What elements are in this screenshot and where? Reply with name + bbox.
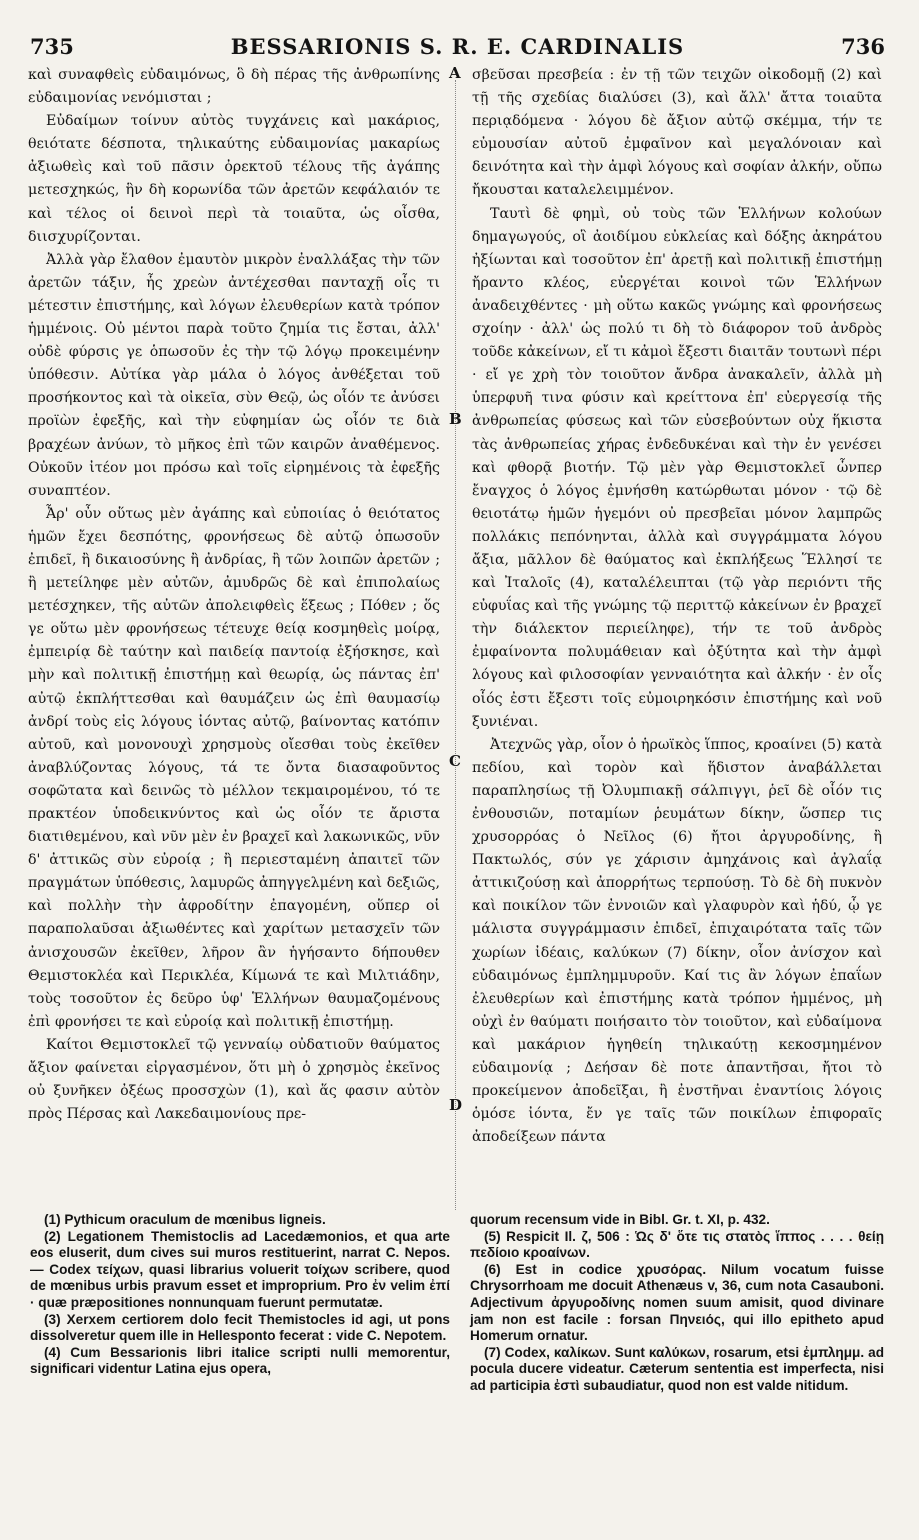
footnote-5: (5) Respicit Il. ζ, 506 : Ὡς δ' ὅτε τις στατὸς ἵππος . . . . θείῃ πεδίοιο κροαίνων. — [470, 1228, 884, 1261]
footnote-4-continued: quorum recensum vide in Bibl. Gr. t. XI, p. 432. — [470, 1212, 770, 1227]
left-paragraph-2: Εὐδαίμων τοίνυν αὐτὸς τυγχάνεις καὶ μακάριος, θειότατε δέσποτα, τηλικαύτης εὐδαιμονίας μακαρίως ἀξιωθεὶς καὶ τοῦ πᾶσιν ὀρεκτοῦ τέλους τῆς ἀγάπης μετεσχηκώς, ἣν δὴ κορωνίδα τῶν ἀρετῶν κεφάλαιόν τε καὶ τέλος οἱ δεινοὶ περὶ τὰ τοιαῦτα, ὡς οἶσθα, διισχυρίζονται. — [28, 113, 440, 245]
left-text-column — [28, 64, 440, 1126]
column-divider — [455, 80, 456, 1210]
section-marker-a: A — [449, 64, 461, 82]
right-text-column — [472, 64, 882, 1149]
page-header — [30, 34, 885, 60]
left-paragraph-3: Ἀλλὰ γὰρ ἔλαθον ἐμαυτὸν μικρὸν ἐναλλάξας τὴν τῶν ἀρετῶν τάξιν, ἧς χρεὼν ἀντέχεσθαι πανταχῇ οἷς τι μέτεστιν ἐπιστήμης, καὶ λόγων ἐλευθερίων κατὰ τρόπον ἡμμένοις. Οὐ μέντοι παρὰ τοῦτο ζημία τις ἔσται, ἀλλ' οὐδὲ φύρσις γε ὁπωσοῦν ἐς τὴν τῷ λόγῳ προκειμένην ὑπόθεσιν. Αὐτίκα γὰρ μάλα ὁ λόγος ἀνθέξεται τοῦ προσήκοντος καὶ τὰ οἰκεῖα, σὺν Θεῷ, ὡς οἷόν τε ἀνύσει προϊὼν ἐφεξῆς, καὶ τὴν εὐφημίαν ὡς οἷόν τε διὰ βραχέων ἀνύων, τὸ μῆκος ἐπὶ τῶν καιρῶν ἀναθέμενος. Οὐκοῦν ἰτέον μοι πρόσω καὶ τοῖς εἰρημένοις τὰ ἐφεξῆς συναπτέον. — [28, 251, 440, 499]
left-paragraph-5: Καίτοι Θεμιστοκλεῖ τῷ γενναίῳ οὐδατιοῦν θαύματος ἄξιον φαίνεται εἰργασμένον, ὅτι μὴ ὁ χρησμὸς ἐκεῖνος οὐ ξυνῆκεν ὀξέως προσσχὼν (1), καὶ ἅς φασιν αὐτὸν πρὸς Πέρσας καὶ Λακεδαιμονίους πρε- — [28, 1036, 440, 1123]
footnote-6: (6) Est in codice χρυσόρας. Nilum vocatum fuisse Chrysorrhoam me docuit Athenæus v, 36, cum nota Casauboni. Adjectivum ἀργυροδίνης nomen suum amisit, quod divinare jam non est facile : forsan Πηνειός, qui illo epitheto apud Homerum ornatur. — [470, 1261, 884, 1344]
left-paragraph-1: καὶ συναφθεὶς εὐδαιμόνως, ὃ δὴ πέρας τῆς ἀνθρωπίνης εὐδαιμονίας νενόμισται ; — [28, 67, 440, 107]
running-title: BESSARIONIS S. R. E. CARDINALIS — [230, 34, 685, 59]
left-page-number: 735 — [30, 34, 74, 59]
section-marker-c: C — [449, 752, 461, 770]
right-paragraph-1: σβεῦσαι πρεσβεία : ἐν τῇ τῶν τειχῶν οἰκοδομῇ (2) καὶ τῇ τῆς σχεδίας διαλύσει (3), καὶ ἄλλ' ἄττα τοιαῦτα περιᾳδόμενα · λόγου δὲ ἄξιον αὐτῷ σκέμμα, τήν τε εὐμουσίαν αὐτοῦ ἐμφαῖνον καὶ μεγαλόνοιαν καὶ δεινότητα καὶ τὴν ἀμφὶ λόγους καὶ σοφίαν ἀλκήν, οὔπω ἤκουσται καταλελειμμένον. — [472, 67, 882, 199]
left-footnotes — [30, 1212, 450, 1378]
footnote-1: (1) Pythicum oraculum de mœnibus ligneis. — [44, 1212, 326, 1227]
section-marker-b: B — [449, 410, 462, 428]
footnote-4: (4) Cum Bessarionis libri italice scripti nulli memorentur, significari videntur Latina ejus opera, — [30, 1344, 450, 1377]
right-paragraph-3: Ἀτεχνῶς γὰρ, οἷον ὁ ἡρωϊκὸς ἵππος, κροαίνει (5) κατὰ πεδίου, καὶ τορὸν καὶ ἥδιστον ἀναβάλλεται παραπλησίως τῇ Ὀλυμπιακῇ σάλπιγγι, ῥεῖ δὲ οἷόν τις ἐνθουσιῶν, ποταμίων ῥευμάτων δίκην, ὥσπερ τις χρυσορρόας ὁ Νεῖλος (6) ἤτοι ἀργυροδίνης, ἢ Πακτωλός, σύν γε χάρισιν ἀμηχάνοις καὶ ἀγλαΐᾳ ἀττικιζούσῃ καὶ ἀπορρήτως τερπούσῃ. Τὸ δὲ δὴ πυκνὸν καὶ ποικίλον τῶν ἐννοιῶν καὶ γλαφυρὸν καὶ ἡδύ, ᾧ γε μάλιστα συγγράμμασιν ἐπιδεῖ, ἐπιχαιρότατα ταῖς τῶν χωρίων ἰδέαις, καλύκων (7) δίκην, οἷον ἀνίσχον καὶ εὐδαιμόνως ἐμπλημμυροῦν. Καί τις ἂν λόγων ἐπαΐων ἐλευθερίων καὶ ἐπιστήμης κατὰ τρόπον ἡμμένος, μὴ οὐχὶ ἐν θαύματι ποιήσαιτο τὸν τοιοῦτον, καὶ εὐδαίμονα καὶ μακάριον ἡγηθείη τηλικαύτῃ κεκοσμημένον εὐδαιμονίᾳ ; Δεήσαν δὲ ποτε ἀπαντῆσαι, ἤτοι τὸ προκείμενον ἀποδεῖξαι, ἢ ἐνστῆναι ἐναντίοις λόγοις ὁμόσε ἰόντα, ἔν γε ταῖς τῶν ποικίλων ἐπιφοραῖς ἀποδείξεων πάντα — [472, 736, 882, 1146]
right-paragraph-2: Ταυτὶ δὲ φημὶ, οὐ τοὺς τῶν Ἑλλήνων κολούων δημαγωγούς, οἳ ἀοιδίμου εὐκλείας καὶ δόξης ἀκηράτου ἠξίωνται καὶ τοσοῦτον ἐπ' ἀρετῇ καὶ πολιτικῇ ἐπιστήμῃ ἤραντο κλέος, εὐεργέται κοινοὶ τῶν Ἑλλήνων ἀναδειχθέντες · μὴ οὕτω κακῶς γνώμης καὶ φρονήσεως σχοίην · ἀλλ' ὡς πολύ τι δὴ τὸ διάφορον τοῦ ἀνδρὸς τοῦδε κἀκείνων, εἴ τι κἀμοὶ ἔξεστι διαιτᾶν τουτωνὶ πέρι · εἴ γε χρὴ τὸν τοιοῦτον ἄνδρα ἀνακαλεῖν, ἀλλὰ μὴ ὑπερφυῆ τινα φύσιν καὶ κρείττονα ἐπ' εὐεργεσίᾳ τῆς ἀνθρωπείας φύσεως καὶ τῶν εὐσεβούντων οὐχ ἥκιστα τὰς ἀνθρωπείας χήρας ἐνδεδυκέναι καὶ τὴν ἐν γενέσει καὶ φθορᾷ βιοτήν. Τῷ μὲν γὰρ Θεμιστοκλεῖ ὧνπερ ἔναγχος ὁ λόγος ἐμνήσθη κατώρθωται μόνον · τῷ δὲ θειοτάτῳ ἡμῶν ἡγεμόνι οὐ πρεσβεῖαι μόνον λαμπρῶς πολλάκις πεπόνηνται, ἀλλὰ καὶ συγγράμματα λόγου ἄξια, μᾶλλον δὲ θαύματος καὶ ἐκπλήξεως Ἕλλησί τε καὶ Ἰταλοῖς (4), καταλέλειπται (τῷ γὰρ περιόντι τῆς εὐφυΐας καὶ τῆς γνώμης τῷ περιττῷ κἀκείνων ἐν βραχεῖ τὴν διάλεκτον περιείληφε), τήν τε τοῦ ἀνδρὸς ἐμφαίνοντα πολυμάθειαν καὶ ὀξύτητα καὶ τὴν ἀμφὶ λόγους καὶ φιλοσοφίαν γενναιότητα καὶ ἀλκήν · ἐν οἷς οἷός ἐστι ἔξεστι τοῖς εὐμοιρηκόσιν ἐπιστήμης καὶ νοῦ ξυνιέναι. — [472, 205, 882, 730]
right-page-number: 736 — [841, 34, 885, 59]
footnote-3: (3) Xerxem certiorem dolo fecit Themistocles id agi, ut pons dissolveretur quem ille in Hellesponto fecerat : vide C. Nepotem. — [30, 1311, 450, 1344]
section-marker-d: D — [449, 1096, 463, 1114]
left-paragraph-4: Ἆρ' οὖν οὕτως μὲν ἀγάπης καὶ εὐποιίας ὁ θειότατος ἡμῶν ἔχει δεσπότης, φρονήσεως δὲ αὐτῷ ὁπωσοῦν ἐπιδεῖ, ἢ δικαιοσύνης ἢ ἀνδρίας, ἢ τῶν λοιπῶν ἀρετῶν ; ἢ μετείληφε μὲν αὐτῶν, ἀμυδρῶς δὲ καὶ ἐπιπολαίως μετέσχηκεν, τῆς αὐτῶν ἀπολειφθεὶς ἕξεως ; Πόθεν ; ὅς γε οὕτω μὲν φρονήσεως τέτευχε θείᾳ κοσμηθεὶς μοίρᾳ, ἐμπειρίᾳ δὲ ταύτην καὶ παιδείᾳ παντοίᾳ ἐξήσκησε, καὶ μὴν καὶ πολιτικῇ ἐπιστήμῃ καὶ θεωρίᾳ, ὡς πάντας ἐπ' αὐτῷ ἐκπλήττεσθαι καὶ θαυμάζειν ὡς ἐπὶ θαυμασίῳ ἀνδρί τοὺς εἰς λόγους ἰόντας αὐτῷ, βαίνοντας κατόπιν αὐτοῦ, καὶ μονονουχὶ χρησμοὺς οἴεσθαι τοὺς ἐκεῖθεν ἀναβλύζοντας λόγους, τά τε ὄντα διασαφοῦντος σοφῶτατα καὶ δεινῶς τὸ μέλλον τεκμαιρομένου, τό τε πρακτέον ὑποδεικνύντος καὶ ὡς οἷόν τε ἄριστα διατιθεμένου, καὶ νῦν μὲν ἐν βραχεῖ καὶ λακωνικῶς, νῦν δ' ἀττικῶς σὺν εὐροίᾳ ; ἢ περιεσταμένη ἀπαιτεῖ τῶν πραγμάτων ὑπόθεσις, λαμυρῶς ἀπηγγελμένη καὶ δεξιῶς, καὶ πολλὴν τὴν ἀφροδίτην ἐπαγομένη, οὕπερ οἱ παραπολαῦσαι ἀξιωθέντες καὶ χαρίτων μετασχεῖν τῶν ἀνισχουσῶν ἐκεῖθεν, λῆρον ἂν ἡγήσαντο δήπουθεν Θεμιστοκλέα καὶ Περικλέα, Κίμωνά τε καὶ Μιλτιάδην, τοὺς τοσοῦτον ἐς δεῦρο ὑφ' Ἑλλήνων θαυμαζομένους ἐπὶ φρονήσει τε καὶ εὐροίᾳ καὶ πολιτικῇ ἐπιστήμῃ. — [28, 505, 440, 1030]
right-footnotes — [470, 1212, 884, 1395]
footnote-2: (2) Legationem Themistoclis ad Lacedæmonios, et qua arte eos eluserit, dum cives sui muros restituerint, narrat C. Nepos. — Codex τείχων, quasi librarius voluerit τοίχων scribere, quod de mœnibus urbis pravum esset et improprium. Pro ἐν velim ἐπί · quæ præpositiones nonnunquam fuerunt permutatæ. — [30, 1228, 450, 1310]
footnote-7: (7) Codex, καλίκων. Sunt καλύκων, rosarum, etsi ἐμπλημμ. ad pocula ducere videatur. Cæterum sententia est imperfecta, nisi ad participia ἐστὶ subaudiatur, quod non est valde nitidum. — [470, 1344, 884, 1393]
